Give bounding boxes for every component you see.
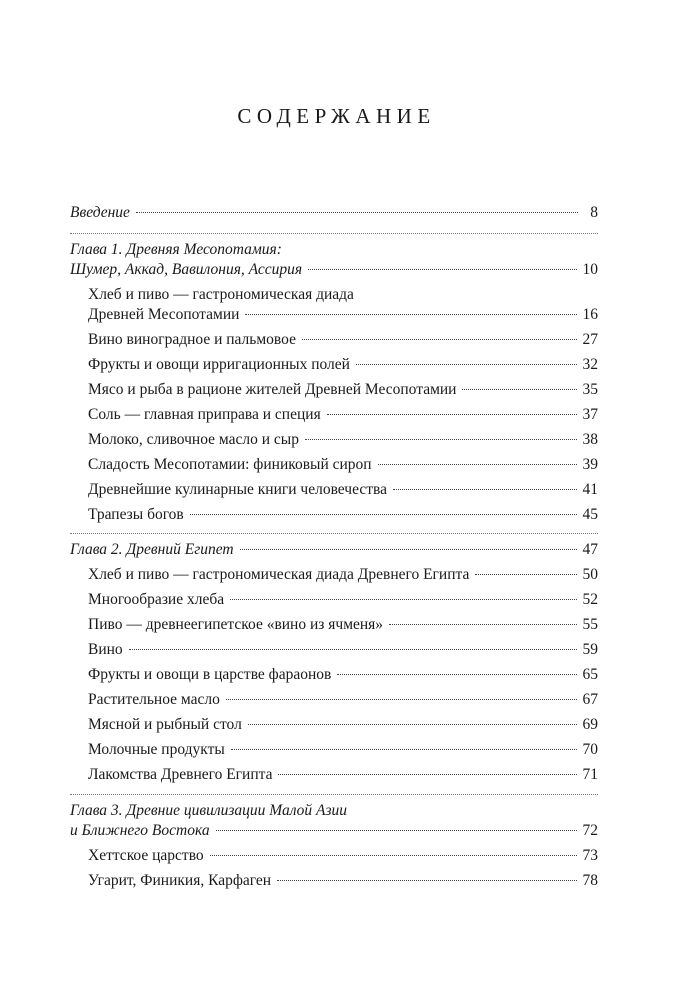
toc-entry-page: 27 (582, 331, 598, 348)
section-divider (70, 794, 598, 795)
toc-entry-page: 10 (582, 261, 598, 278)
toc-entry (88, 665, 598, 684)
toc-entry (88, 355, 598, 374)
toc-entry-label: Вино виноградное и пальмовое (88, 331, 296, 348)
toc-entry-page: 70 (582, 741, 598, 758)
toc-entry-page: 45 (582, 506, 598, 523)
toc-entry-label: Древнейшие кулинарные книги человечества (88, 481, 388, 498)
leader-dots (226, 699, 577, 700)
toc-entry-label: Трапезы богов (88, 506, 184, 523)
toc-entry (88, 615, 598, 634)
toc-entry-label: Мясной и рыбный стол (88, 716, 242, 733)
table-of-contents (70, 203, 598, 890)
leader-dots (231, 749, 577, 750)
chapter-title-line2: и Ближнего Востока (70, 822, 210, 839)
leader-dots (245, 314, 576, 315)
toc-entry-label: Растительное масло (88, 691, 220, 708)
toc-entry-page: 41 (582, 481, 598, 498)
leader-dots (389, 624, 576, 625)
toc-entry-label-line1: Хлеб и пиво — гастрономическая диада (88, 286, 354, 303)
toc-entry-label: Молочные продукты (88, 741, 225, 758)
toc-chapter-3 (70, 801, 598, 840)
toc-entry-row (88, 305, 598, 324)
toc-entry-label: Древней Месопотамии (88, 306, 240, 323)
section-divider (70, 533, 598, 534)
toc-entry-label: Соль — главная приправа и специя (88, 406, 321, 423)
leader-dots (230, 599, 576, 600)
toc-chapter-1 (70, 240, 598, 279)
section-divider (70, 233, 598, 234)
toc-entry-page: 50 (582, 566, 598, 583)
chapter-title: Глава 2. Древний Египет (70, 541, 234, 558)
leader-dots (393, 489, 576, 490)
leader-dots (277, 880, 576, 881)
toc-entry-page: 8 (590, 204, 598, 221)
toc-entry-page: 47 (582, 541, 598, 558)
leader-dots (190, 514, 577, 515)
chapter-title-line1: Глава 3. Древние цивилизации Малой Азии (70, 802, 348, 819)
toc-entry-label: Введение (70, 204, 130, 221)
toc-entry (88, 565, 598, 584)
toc-subentries-ch2 (70, 565, 598, 784)
toc-entry (88, 715, 598, 734)
toc-entry (88, 846, 598, 865)
toc-entry (88, 690, 598, 709)
leader-dots (216, 830, 577, 831)
toc-entry (88, 590, 598, 609)
toc-entry (88, 455, 598, 474)
leader-dots (240, 549, 577, 550)
toc-entry (88, 405, 598, 424)
leader-dots (305, 439, 577, 440)
toc-entry-label: Пиво — древнеегипетское «вино из ячменя» (88, 616, 384, 633)
leader-dots (302, 339, 577, 340)
leader-dots (327, 414, 577, 415)
leader-dots (278, 774, 576, 775)
toc-entry-label: Многообразие хлеба (88, 591, 225, 608)
toc-entry-label: Сладость Месопотамии: финиковый сироп (88, 456, 372, 473)
toc-entry-page: 39 (582, 456, 598, 473)
toc-entry-page: 67 (582, 691, 598, 708)
toc-entry-label: Угарит, Финикия, Карфаген (88, 872, 272, 889)
toc-entry (88, 430, 598, 449)
toc-entry-page: 69 (582, 716, 598, 733)
toc-entry-label: Хеттское царство (88, 847, 204, 864)
toc-entry-label: Фрукты и овощи ирригационных полей (88, 356, 350, 373)
leader-dots (337, 674, 576, 675)
toc-entry (88, 765, 598, 784)
toc-entry-chapter-2 (70, 540, 598, 559)
toc-entry (88, 330, 598, 349)
toc-entry-intro (70, 203, 598, 222)
toc-entry-page: 35 (582, 381, 598, 398)
toc-entry-label: Лакомства Древнего Египта (88, 766, 273, 783)
leader-dots (248, 724, 577, 725)
toc-entry-chapter-3 (70, 821, 598, 840)
toc-entry (88, 740, 598, 759)
toc-entry-page: 71 (582, 766, 598, 783)
leader-dots (462, 389, 576, 390)
page-title: СОДЕРЖАНИЕ (237, 104, 436, 128)
toc-entry (88, 505, 598, 524)
toc-entry (88, 285, 598, 324)
toc-entry (88, 871, 598, 890)
toc-entry-page: 78 (582, 872, 598, 889)
leader-dots (356, 364, 577, 365)
toc-entry-page: 32 (582, 356, 598, 373)
toc-entry-page: 65 (582, 666, 598, 683)
toc-entry-page: 37 (582, 406, 598, 423)
toc-entry-page: 38 (582, 431, 598, 448)
leader-dots (210, 855, 577, 856)
toc-entry (88, 640, 598, 659)
toc-entry-label: Хлеб и пиво — гастрономическая диада Древнего Египта (88, 566, 470, 583)
toc-entry-page: 72 (582, 822, 598, 839)
toc-entry (88, 480, 598, 499)
chapter-title-line1: Глава 1. Древняя Месопотамия: (70, 241, 282, 258)
toc-subentries-ch3 (70, 846, 598, 890)
leader-dots (136, 212, 578, 213)
toc-entry-label: Фрукты и овощи в царстве фараонов (88, 666, 332, 683)
toc-entry-page: 52 (582, 591, 598, 608)
toc-entry-page: 55 (582, 616, 598, 633)
toc-entry-page: 59 (582, 641, 598, 658)
leader-dots (378, 464, 577, 465)
toc-entry-label: Мясо и рыба в рационе жителей Древней Месопотамии (88, 381, 457, 398)
toc-entry (88, 380, 598, 399)
leader-dots (129, 649, 577, 650)
leader-dots (308, 269, 576, 270)
toc-entry-page: 73 (582, 847, 598, 864)
toc-entry-chapter-1 (70, 260, 598, 279)
toc-subentries-ch1 (70, 285, 598, 524)
toc-entry-label: Молоко, сливочное масло и сыр (88, 431, 299, 448)
chapter-title-line2: Шумер, Аккад, Вавилония, Ассирия (70, 261, 303, 278)
toc-entry-label: Вино (88, 641, 123, 658)
toc-entry-page: 16 (582, 306, 598, 323)
leader-dots (475, 574, 576, 575)
